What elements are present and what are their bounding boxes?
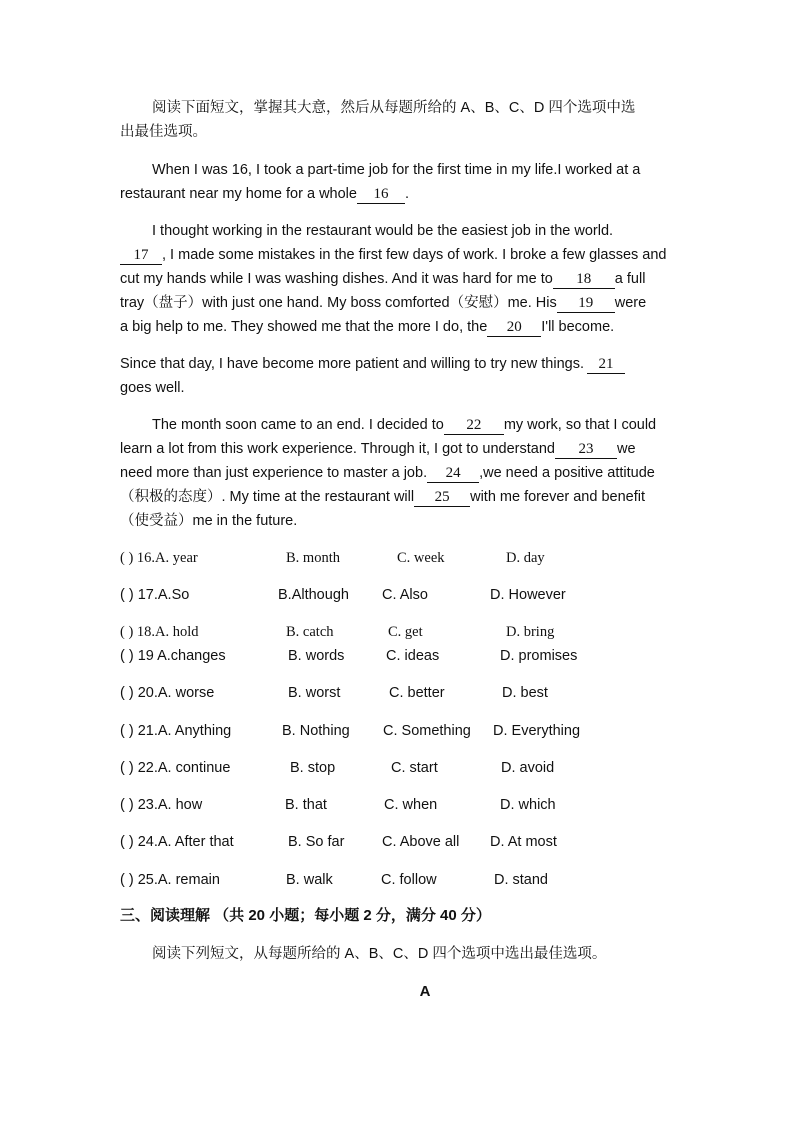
blank-16: 16 bbox=[357, 185, 405, 204]
section-title: 三、阅读理解 （共 20 小题；每小题 2 分，满分 40 分） bbox=[120, 907, 491, 924]
passage-line: cut my hands while I was washing dishes. And it was hard for me to 18 a full bbox=[120, 271, 646, 287]
blank-17: 17 bbox=[120, 246, 162, 265]
blank-23: 23 bbox=[555, 440, 617, 459]
passage-line: tray（盘子）with just one hand. My boss comforted（安慰）me. His 19 were bbox=[120, 295, 647, 311]
blank-18: 18 bbox=[553, 270, 615, 289]
passage-line: The month soon came to an end. I decided to 22 my work, so that I could bbox=[152, 417, 657, 433]
passage-paragraph-2 bbox=[120, 219, 674, 339]
passage-label: A bbox=[419, 983, 431, 1000]
passage-line: （使受益）me in the future. bbox=[120, 513, 298, 529]
blank-22: 22 bbox=[444, 416, 504, 435]
passage-line: 17 , I made some mistakes in the first few days of work. I broke a few glasses and bbox=[120, 243, 674, 267]
blank-21: 21 bbox=[587, 355, 625, 374]
passage-line: goes well. bbox=[120, 380, 185, 396]
passage-line: restaurant near my home for a whole 16 . bbox=[120, 186, 409, 202]
passage-paragraph-3 bbox=[120, 352, 674, 400]
section-instruction: 阅读下列短文，从每题所给的 A、B、C、D 四个选项中选出最佳选项。 bbox=[152, 946, 607, 962]
passage-line: （积极的态度）. My time at the restaurant will 25 with me forever and benefit bbox=[120, 489, 645, 505]
instructions bbox=[120, 96, 674, 144]
instructions-line-2: 出最佳选项。 bbox=[120, 124, 207, 140]
passage-line: need more than just experience to master a job. 24 ,we need a positive attitude bbox=[120, 465, 655, 481]
blank-24: 24 bbox=[427, 464, 479, 483]
passage-paragraph-4 bbox=[120, 413, 674, 533]
blank-20: 20 bbox=[487, 318, 541, 337]
passage-paragraph-1 bbox=[120, 158, 674, 206]
blank-25: 25 bbox=[414, 488, 470, 507]
instructions-line-1: 阅读下面短文，掌握其大意，然后从每题所给的 A、B、C、D 四个选项中选 bbox=[152, 100, 636, 116]
passage-line: I thought working in the restaurant would be the easiest job in the world. bbox=[152, 223, 614, 239]
passage-line: Since that day, I have become more patient and willing to try new things. 21 bbox=[120, 352, 674, 376]
passage-line: When I was 16, I took a part-time job for the first time in my life.I worked at a bbox=[152, 162, 641, 178]
blank-19: 19 bbox=[557, 294, 615, 313]
passage-line: a big help to me. They showed me that the more I do, the 20 I'll become. bbox=[120, 319, 615, 335]
document-page: 阅读下面短文，掌握其大意，然后从每题所给的 A、B、C、D 四个选项中选 出最佳选项。 When I was 16, I took a part-time job for the first time in my life.I worked at a restaurant near my home for a whole 16 . I thought working in the restaurant would be the easiest job in the world. 17 , I made some mistakes in the first few days of work. I broke a few glasses and cut my hands while I was washing dishes. And it was hard for me to 18 a full tray（盘子）with just one hand. My boss comforted（安慰）me. His 19 were a big help to me. They showed me that the more I do, the 20 I'll become. Since that day, I have become more patient and willing to try new things. 21 goes well. The month soon came to an end. I decided to 22 my work, so that I could learn a lot from this work experience. Through it, I got to understand 23 we need more than just experience to master a job. 24 ,we need a positive attitude （积极的态度）. My time at the restaurant will 25 with me forever and benefit （使受益）me in the future. ( ) 16.A. year B. month C. week D. day ( ) 17.A.So B.Although C. Also D. However ( ) 18.A. hold B. catch C. get D. bring ( ) 19 A.changes B. words C. ideas D. promises ( ) 20.A. worse B. worst C. better D. best ( ) 21.A. Anything B. Nothing C. Something D. Everything ( ) 22.A. continue B. stop C. start D. avoid ( ) 23.A. how B. that C. when D. which ( ) 24.A. After that B. So far C. Above all D. At most ( ) 25.A. remain B. walk C. follow D. stand 三、阅读理解 （共 20 小题；每小题 2 分，满分 40 分） 阅读下列短文，从每题所给的 A、B、C、D 四个选项中选出最佳选项。 A bbox=[0, 0, 794, 1123]
passage-line: learn a lot from this work experience. Through it, I got to understand 23 we bbox=[120, 441, 636, 457]
